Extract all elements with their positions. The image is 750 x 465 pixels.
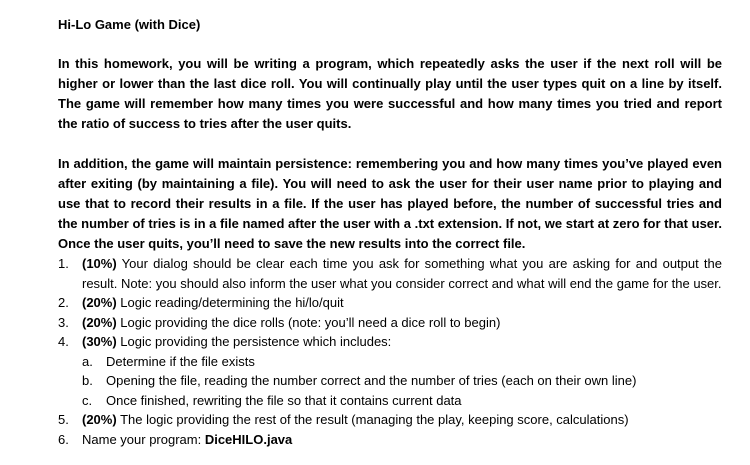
sub-list-letter: c. bbox=[82, 392, 93, 408]
sub-list-item bbox=[82, 371, 722, 391]
list-item-text: Your dialog should be clear each time you ask for something what you are asking for and output the result. Note: you should also inform the user what you consider correct and what will end the game for the user. bbox=[82, 256, 722, 291]
list-item bbox=[58, 254, 722, 293]
sub-list-letter: b. bbox=[82, 373, 93, 388]
intro-paragraph: In this homework, you will be writing a program, which repeatedly asks the user if the next roll will be higher or lower than the last dice roll. You will continually play until the user types quit on a line by itself. The game will remember how many times you were successful and how many times you tried and report the ratio of success to tries after the user quits. bbox=[58, 56, 722, 131]
sub-list-item-text: Opening the file, reading the number correct and the number of tries (each on their own line) bbox=[106, 373, 637, 388]
sub-list-item-text: Once finished, rewriting the file so that it contains current data bbox=[106, 392, 462, 408]
persistence-paragraph: In addition, the game will maintain persistence: remembering you and how many times you’ve played even after exiting (by maintaining a file). You will need to ask the user for their user name prior to playing and use that to record their results in a file. If the user has played before, the number of successful tries and the number of tries is in a file named after the user with a .txt extension. If not, we start at zero for that user. Once the user quits, you’ll need to save the new results into the correct file. bbox=[58, 156, 722, 251]
percent-weight: (30%) bbox=[82, 334, 117, 349]
sub-list-letter: a. bbox=[82, 353, 93, 369]
percent-weight: (10%) bbox=[82, 256, 117, 271]
list-item-text: The logic providing the rest of the result (managing the play, keeping score, calculations) bbox=[116, 412, 629, 427]
percent-weight: (20%) bbox=[82, 412, 117, 427]
list-item bbox=[58, 313, 722, 333]
sub-list-item-text: Determine if the file exists bbox=[106, 353, 255, 369]
list-item bbox=[58, 410, 722, 430]
list-number: 5. bbox=[58, 412, 69, 427]
persistence-sublist bbox=[82, 352, 722, 411]
program-filename: DiceHILO.java bbox=[204, 431, 293, 447]
list-item-text: Logic providing the persistence which includes: bbox=[116, 334, 392, 349]
list-number: 4. bbox=[58, 334, 69, 349]
requirements-list bbox=[58, 254, 722, 449]
list-number: 6. bbox=[58, 431, 69, 447]
list-item bbox=[58, 332, 722, 410]
list-number: 1. bbox=[58, 256, 69, 271]
list-number: 2. bbox=[58, 295, 69, 310]
list-item-text: Name your program: bbox=[82, 431, 205, 447]
list-item bbox=[58, 293, 722, 313]
list-number: 3. bbox=[58, 314, 69, 330]
list-item bbox=[58, 430, 722, 450]
list-item-text: Logic reading/determining the hi/lo/quit bbox=[116, 295, 344, 310]
document-title: Hi-Lo Game (with Dice) bbox=[58, 17, 201, 32]
sub-list-item bbox=[82, 391, 722, 411]
sub-list-item bbox=[82, 352, 722, 372]
percent-weight: (20%) bbox=[82, 314, 117, 330]
list-item-text: Logic providing the dice rolls (note: you’ll need a dice roll to begin) bbox=[116, 314, 501, 330]
percent-weight: (20%) bbox=[82, 295, 117, 310]
